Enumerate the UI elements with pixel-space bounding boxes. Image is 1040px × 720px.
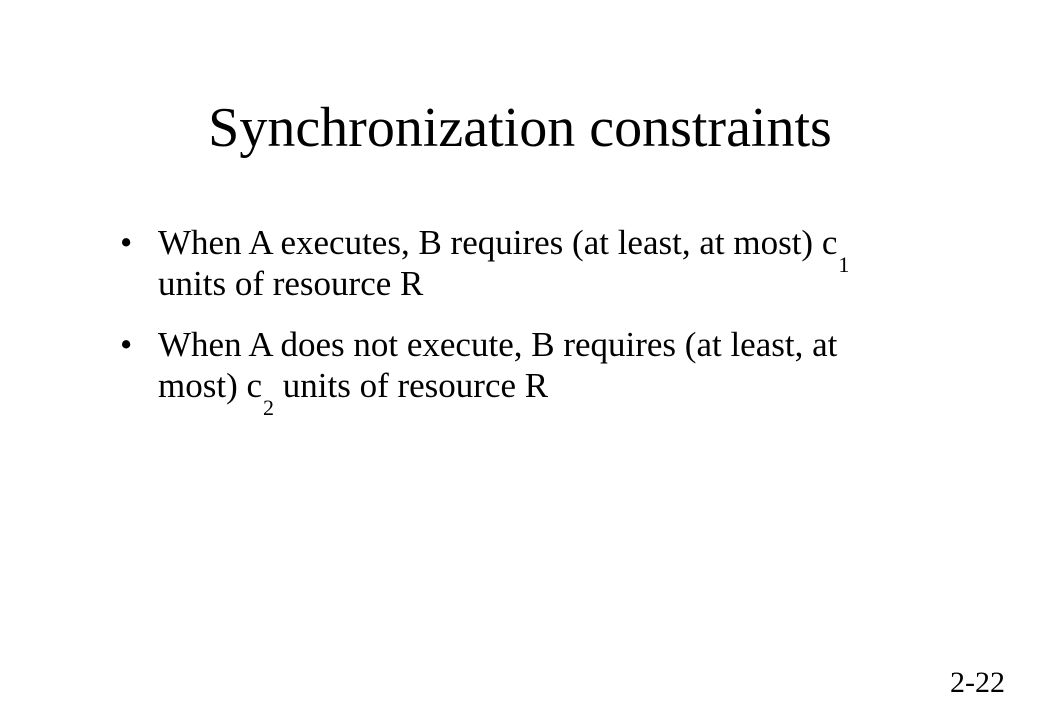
slide-title: Synchronization constraints: [208, 97, 832, 159]
bullet-list: [118, 222, 878, 426]
bullet-icon: •: [120, 325, 133, 364]
bullet-item: [118, 324, 878, 420]
bullet-item: [118, 222, 878, 304]
bullet-text: When A does not execute, B requires (at least, at most) c: [158, 325, 838, 405]
bullet-text-tail: units of resource R: [158, 264, 424, 303]
bullet-text-tail: units of resource R: [274, 366, 549, 405]
slide-number: 2-22: [950, 666, 1005, 699]
bullet-icon: •: [120, 223, 133, 262]
subscript: 2: [263, 395, 275, 420]
bullet-text: When A executes, B requires (at least, at most) c: [158, 223, 838, 262]
subscript: 1: [838, 252, 850, 277]
